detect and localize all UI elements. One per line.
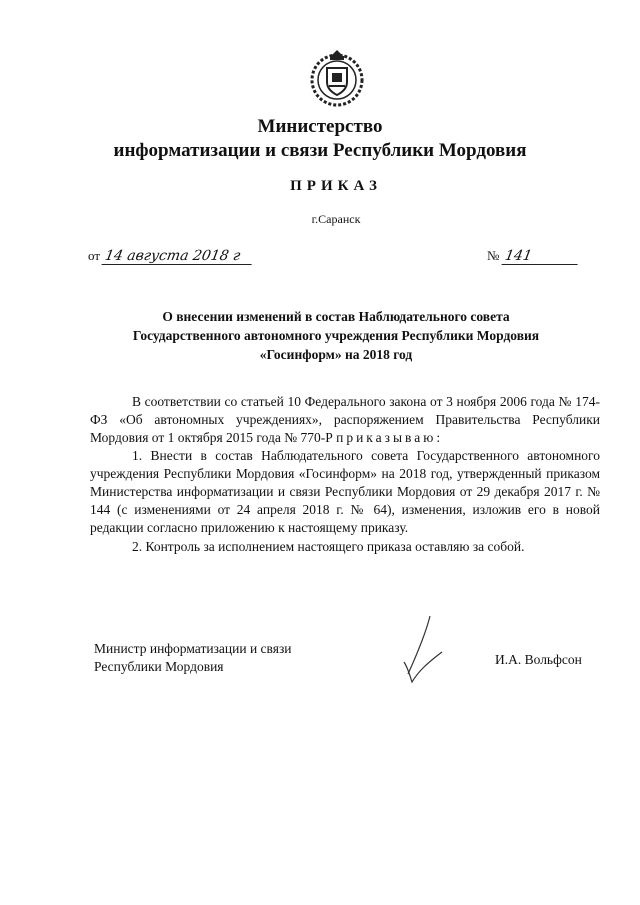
handwritten-date: 14 августа 2018 г — [102, 248, 255, 265]
coat-of-arms-icon — [309, 48, 365, 110]
order-subject — [80, 307, 592, 364]
number-prefix: № — [487, 248, 500, 263]
number-field — [487, 248, 579, 265]
date-field — [88, 248, 253, 265]
order-item-2: 2. Контроль за исполнением настоящего приказа оставляю за собой. — [132, 539, 525, 554]
order-item-1: 1. Внести в состав Наблюдательного совета Государственного автономного учреждения Республики Мордовия «Госинформ» на 2018 год, утвержденный приказом Министерства информатизации и связи Республики Мордовия от 29 декабря 2017 г. № 144 (с изменениями от 24 апреля 2018 г. № 64), изменения, изложив его в новой редакции согласно приложению к настоящему приказу. — [90, 448, 600, 535]
date-prefix: от — [88, 248, 101, 263]
signatory-name: И.А. Вольфсон — [495, 652, 582, 667]
handwritten-signature — [396, 612, 456, 688]
handwritten-number: 141 — [501, 248, 580, 265]
city: г.Саранск — [311, 212, 361, 226]
preamble-text: В соответствии со статьей 10 Федерального закона от 3 ноября 2006 года № 174-ФЗ «Об автономных учреждениях», распоряжением Правительства Республики Мордовия от 1 октября 2015 года № 770-Р — [90, 394, 600, 445]
signatory-title-line1: Министр информатизации и связи — [94, 641, 292, 656]
subject-line2: Государственного автономного учреждения Республики Мордовия — [132, 328, 540, 343]
signatory-title-line2: Республики Мордовия — [94, 659, 224, 674]
preamble-paragraph — [90, 393, 600, 447]
order-body — [90, 393, 600, 556]
signatory-title — [94, 640, 292, 676]
document-type: ПРИКАЗ — [290, 178, 382, 194]
subject-line3: «Госинформ» на 2018 год — [259, 347, 413, 362]
ministry-name-line1: Министерство — [257, 116, 383, 137]
subject-line1: О внесении изменений в состав Наблюдательного совета — [162, 309, 510, 324]
command-word: приказываю: — [336, 430, 444, 445]
ministry-name-line2: информатизации и связи Республики Мордовия — [113, 140, 527, 161]
